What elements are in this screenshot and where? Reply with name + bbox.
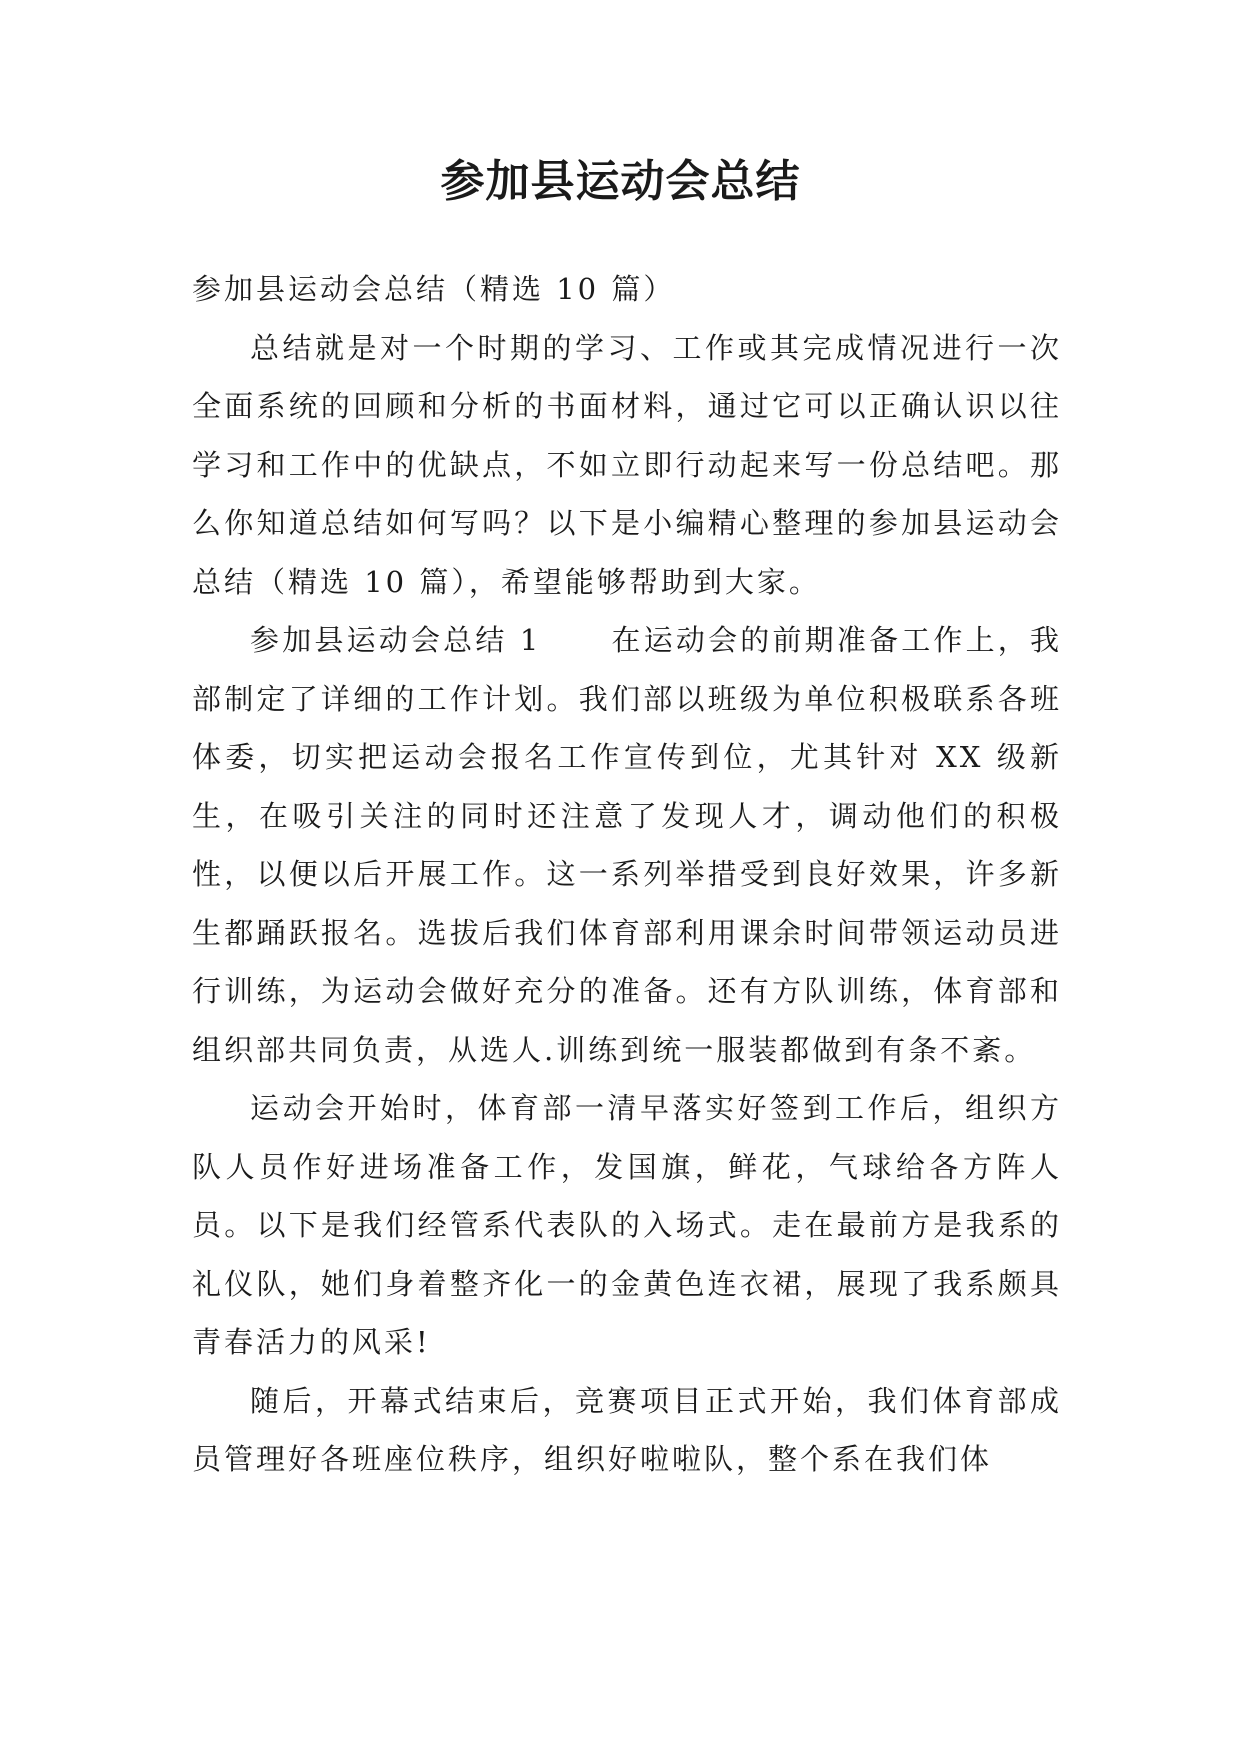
section-1-text: 在运动会的前期准备工作上，我部制定了详细的工作计划。我们部以班级为单位积极联系各班体委，切实把运动会报名工作宣传到位，尤其针对 XX 级新生，在吸引关注的同时还注意了发现人才，调动他们的积极性，以便以后开展工作。这一系列举措受到良好效果，许多新生都踊跃报名。选拔后我们体育部利用课余时间带领运动员进行训练，为运动会做好充分的准备。还有方队训练，体育部和组织部共同负责，从选人.训练到统一服装都做到有条不紊。 <box>192 623 1062 1067</box>
document-title: 参加县运动会总结 <box>440 156 801 207</box>
section-1-heading: 参加县运动会总结 1 <box>250 623 542 657</box>
document-subtitle: 参加县运动会总结（精选 10 篇） <box>192 272 676 306</box>
document-body <box>192 260 1062 1489</box>
paragraph-3: 随后，开幕式结束后，竞赛项目正式开始，我们体育部成员管理好各班座位秩序，组织好啦啦队，整个系在我们体 <box>192 1383 1062 1476</box>
section-1-paragraph <box>192 611 1062 1079</box>
intro-paragraph: 总结就是对一个时期的学习、工作或其完成情况进行一次全面系统的回顾和分析的书面材料，通过它可以正确认识以往学习和工作中的优缺点，不如立即行动起来写一份总结吧。那么你知道总结如何写吗？以下是小编精心整理的参加县运动会总结（精选 10 篇），希望能够帮助到大家。 <box>192 330 1062 599</box>
paragraph-2: 运动会开始时，体育部一清早落实好签到工作后，组织方队人员作好进场准备工作，发国旗，鲜花，气球给各方阵人员。以下是我们经管系代表队的入场式。走在最前方是我系的礼仪队，她们身着整齐化一的金黄色连衣裙，展现了我系颇具青春活力的风采! <box>192 1091 1062 1359</box>
